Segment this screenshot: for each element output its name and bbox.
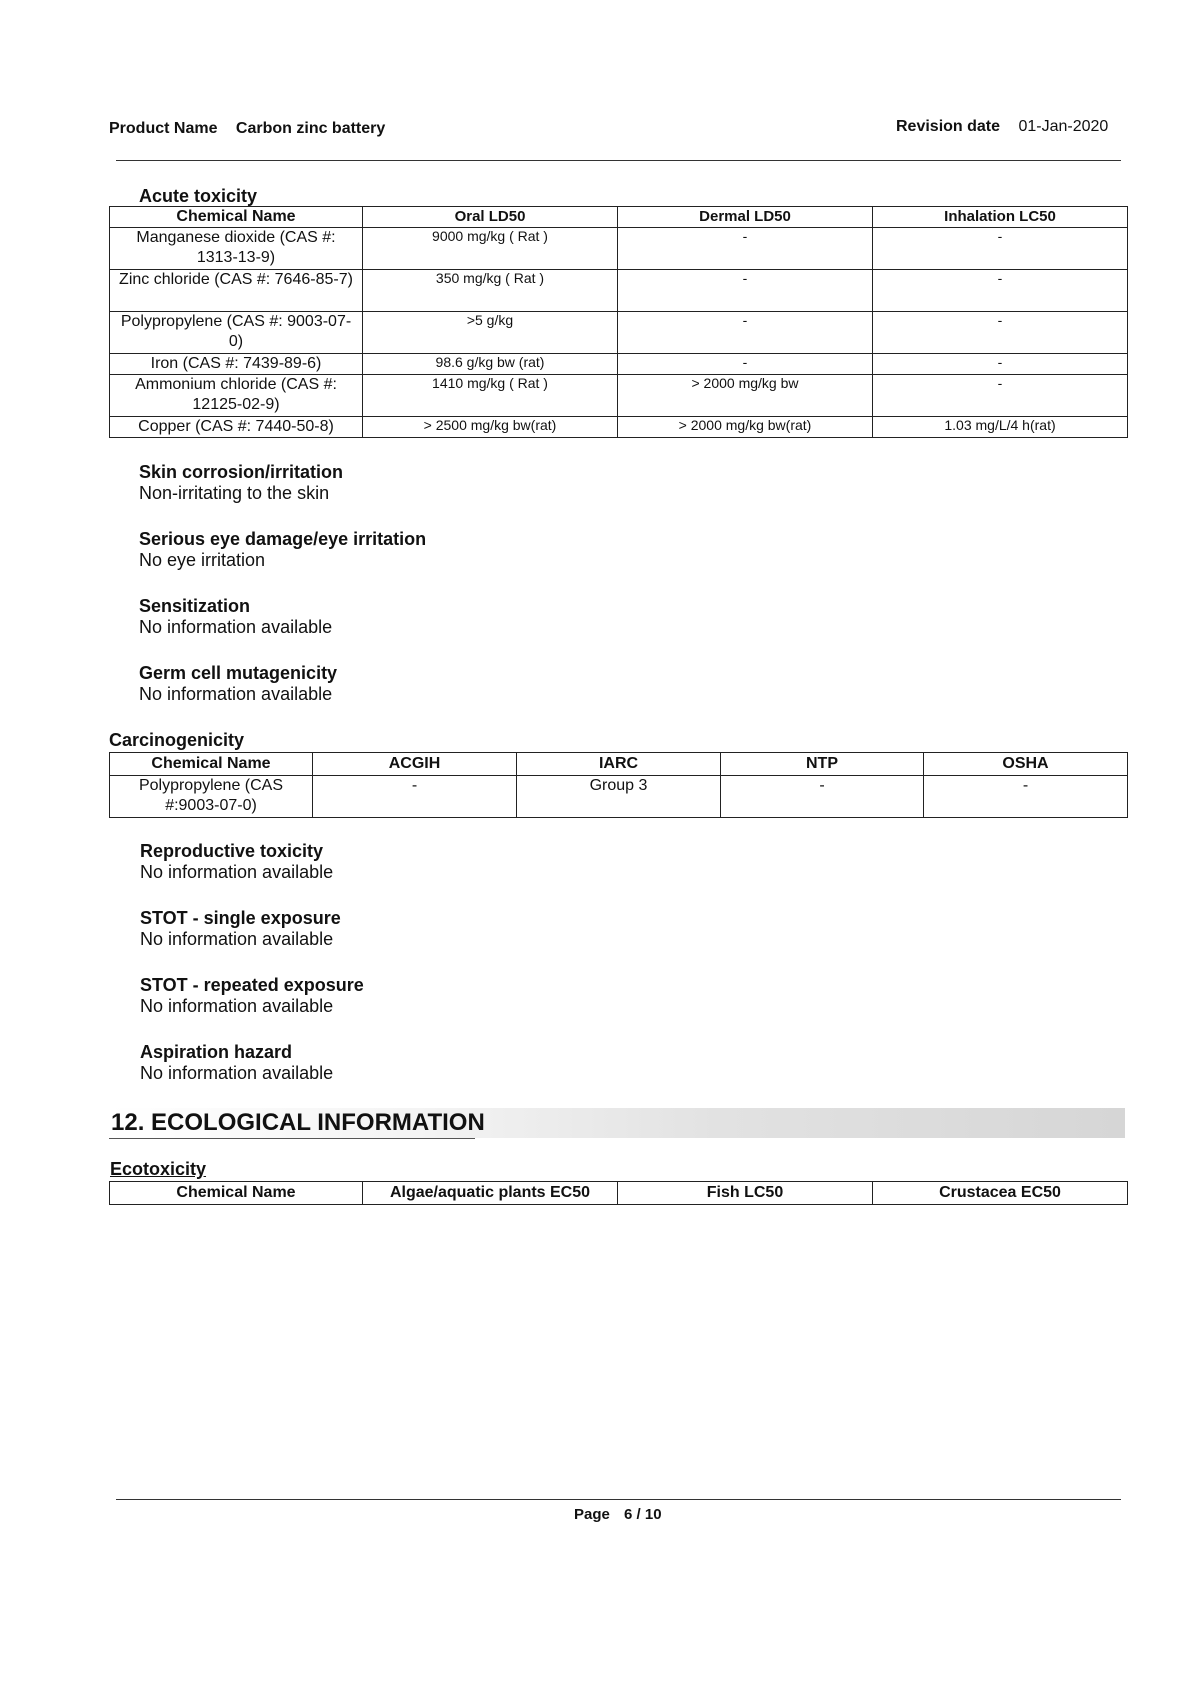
page-value: 6 / 10 <box>624 1506 662 1523</box>
table-row <box>110 375 1128 417</box>
table-cell: Polypropylene (CAS #:9003-07-0) <box>110 776 313 818</box>
column-header: IARC <box>517 753 721 776</box>
table-row <box>110 354 1128 375</box>
germ-cell-section <box>139 663 337 705</box>
table-cell: 98.6 g/kg bw (rat) <box>363 354 618 375</box>
table-cell: Manganese dioxide (CAS #: 1313-13-9) <box>110 228 363 270</box>
table-cell: 9000 mg/kg ( Rat ) <box>363 228 618 270</box>
column-header: ACGIH <box>313 753 517 776</box>
table-cell: Polypropylene (CAS #: 9003-07-0) <box>110 312 363 354</box>
table-row <box>110 228 1128 270</box>
revision-date-header <box>896 118 1108 136</box>
footer-divider <box>116 1499 1121 1500</box>
header-divider <box>116 160 1121 161</box>
column-header: Dermal LD50 <box>618 207 873 228</box>
page-number <box>574 1506 662 1523</box>
table-cell: Zinc chloride (CAS #: 7646-85-7) <box>110 270 363 312</box>
column-header: Chemical Name <box>110 753 313 776</box>
carcinogenicity-title: Carcinogenicity <box>109 730 245 750</box>
column-header: Algae/aquatic plants EC50 <box>363 1182 618 1205</box>
column-header: Crustacea EC50 <box>873 1182 1128 1205</box>
table-cell: - <box>618 312 873 354</box>
section-text: No information available <box>140 862 334 882</box>
section-title-underline <box>109 1138 475 1139</box>
product-name-value: Carbon zinc battery <box>235 120 386 137</box>
table-cell: - <box>618 270 873 312</box>
column-header: Chemical Name <box>110 1182 363 1205</box>
carcinogenicity-table <box>109 752 1128 818</box>
table-row <box>110 417 1128 438</box>
section-heading: STOT - single exposure <box>140 908 341 928</box>
section-heading: Reproductive toxicity <box>140 841 324 861</box>
table-header-row <box>110 753 1128 776</box>
column-header: OSHA <box>924 753 1128 776</box>
revision-date-label: Revision date <box>896 118 1001 135</box>
skin-corrosion-section <box>139 462 343 504</box>
table-cell: - <box>873 375 1128 417</box>
section-text: No information available <box>140 929 334 949</box>
table-cell: >5 g/kg <box>363 312 618 354</box>
section-heading: Skin corrosion/irritation <box>139 462 344 482</box>
column-header: Inhalation LC50 <box>873 207 1128 228</box>
table-row <box>110 776 1128 818</box>
page-label: Page <box>574 1506 610 1523</box>
ecotoxicity-title: Ecotoxicity <box>110 1159 207 1179</box>
table-cell: - <box>313 776 517 818</box>
eye-damage-section <box>139 529 426 571</box>
table-cell: - <box>618 354 873 375</box>
table-header-row <box>110 207 1128 228</box>
section-heading: Aspiration hazard <box>140 1042 293 1062</box>
section-heading: Sensitization <box>139 596 251 616</box>
table-cell: 1410 mg/kg ( Rat ) <box>363 375 618 417</box>
table-cell: - <box>873 354 1128 375</box>
table-cell: Iron (CAS #: 7439-89-6) <box>110 354 363 375</box>
table-cell: 1.03 mg/L/4 h(rat) <box>873 417 1128 438</box>
sensitization-section <box>139 596 332 638</box>
table-cell: > 2500 mg/kg bw(rat) <box>363 417 618 438</box>
acute-toxicity-table <box>109 206 1128 438</box>
section-heading: STOT - repeated exposure <box>140 975 364 995</box>
section-text: No information available <box>140 996 334 1016</box>
section-heading: Serious eye damage/eye irritation <box>139 529 427 549</box>
table-header-row <box>110 1182 1128 1205</box>
column-header: Fish LC50 <box>618 1182 873 1205</box>
stot-repeated-section <box>140 975 364 1017</box>
column-header: NTP <box>721 753 924 776</box>
ecotoxicity-table <box>109 1181 1128 1205</box>
table-cell: Copper (CAS #: 7440-50-8) <box>110 417 363 438</box>
section-text: No information available <box>139 684 333 704</box>
aspiration-hazard-section <box>140 1042 333 1084</box>
table-cell: 350 mg/kg ( Rat ) <box>363 270 618 312</box>
section-text: Non-irritating to the skin <box>139 483 330 503</box>
section-text: No information available <box>139 617 333 637</box>
table-cell: - <box>873 228 1128 270</box>
product-name-label: Product Name <box>109 120 218 137</box>
table-row <box>110 312 1128 354</box>
reproductive-toxicity-section <box>140 841 333 883</box>
stot-single-section <box>140 908 341 950</box>
table-cell: - <box>721 776 924 818</box>
acute-toxicity-title: Acute toxicity <box>139 186 258 206</box>
section-text: No information available <box>140 1063 334 1083</box>
section-heading: Germ cell mutagenicity <box>139 663 338 683</box>
table-cell: Ammonium chloride (CAS #: 12125-02-9) <box>110 375 363 417</box>
table-cell: - <box>873 312 1128 354</box>
table-cell: - <box>924 776 1128 818</box>
table-cell: Group 3 <box>517 776 721 818</box>
table-cell: - <box>618 228 873 270</box>
table-row <box>110 270 1128 312</box>
revision-date-value: 01-Jan-2020 <box>1018 118 1109 135</box>
product-name-header <box>109 120 385 138</box>
column-header: Oral LD50 <box>363 207 618 228</box>
table-cell: > 2000 mg/kg bw <box>618 375 873 417</box>
table-cell: > 2000 mg/kg bw(rat) <box>618 417 873 438</box>
section-text: No eye irritation <box>139 550 266 570</box>
table-cell: - <box>873 270 1128 312</box>
ecological-section-title: 12. ECOLOGICAL INFORMATION <box>111 1109 485 1136</box>
column-header: Chemical Name <box>110 207 363 228</box>
